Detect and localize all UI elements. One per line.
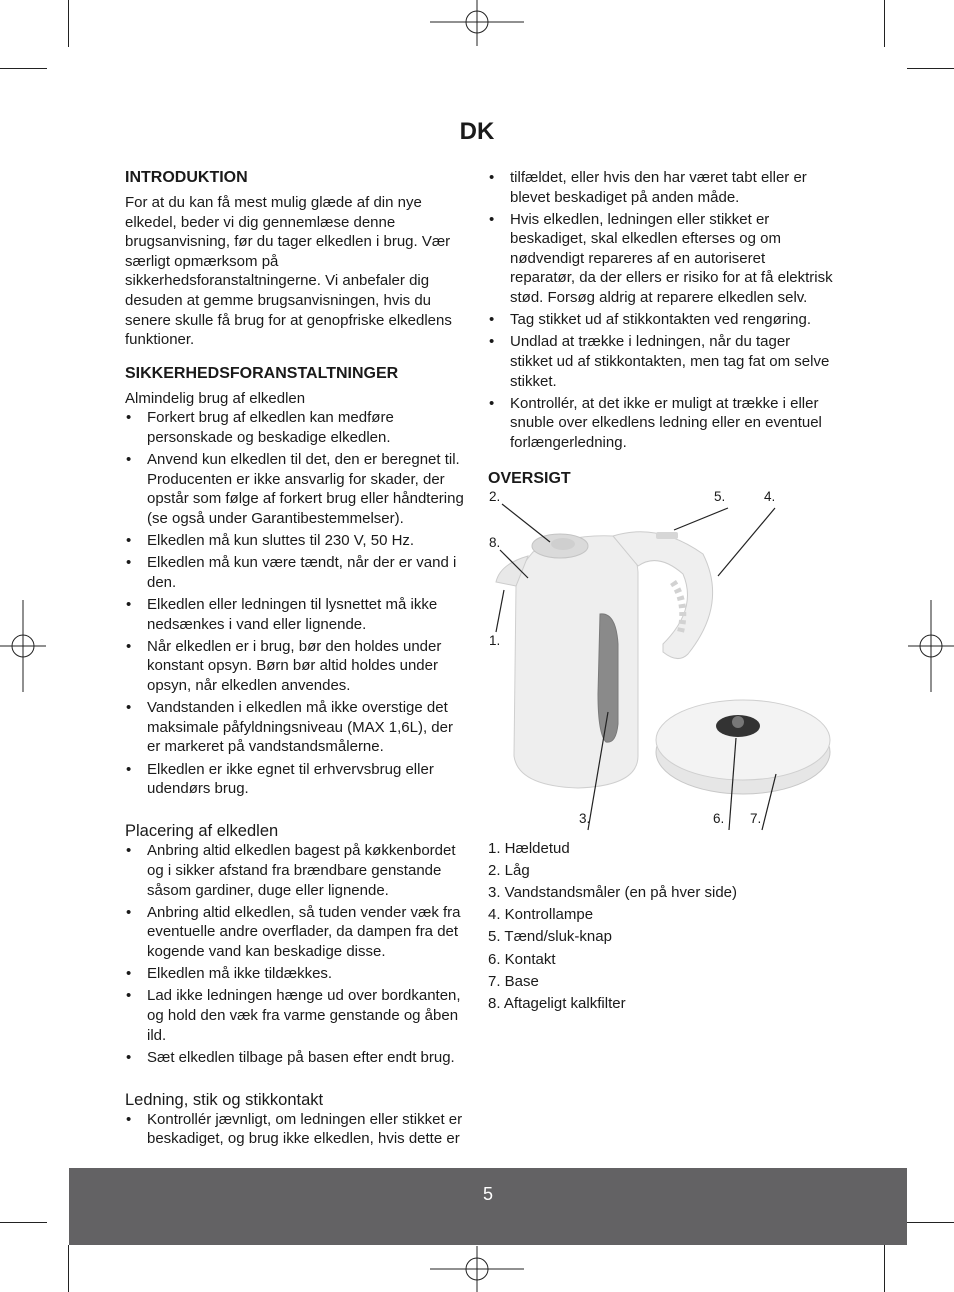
registration-mark-left <box>0 600 46 692</box>
list-item: • Elkedlen er ikke egnet til erhvervsbrug eller udendørs brug. <box>125 760 470 799</box>
list-item: • Vandstanden i elkedlen må ikke overstige det maksimale påfyldningsniveau (MAX 1,6L), der er markeret på vandstandsmålerne. <box>125 698 470 757</box>
crop-mark <box>907 1222 954 1223</box>
callout-7: 7. <box>750 811 762 827</box>
callout-3: 3. <box>579 811 591 827</box>
list-item: • Når elkedlen er i brug, bør den holdes under konstant opsyn. Børn bør altid holdes under opsyn, når elkedlen anvendes. <box>125 637 470 696</box>
overview-heading: OVERSIGT <box>488 470 571 488</box>
cord-subtitle: Ledning, stik og stikkontakt <box>125 1090 324 1109</box>
parts-item: 5. Tænd/sluk-knap <box>488 928 612 946</box>
list-item: • Elkedlen må kun være tændt, når der er vand i den. <box>125 553 470 592</box>
intro-heading: INTRODUKTION <box>125 169 248 186</box>
placement-list <box>125 841 470 1067</box>
crop-mark <box>907 68 954 69</box>
list-item-continued <box>488 168 833 207</box>
list-item: • Hvis elkedlen, ledningen eller stikket er beskadiget, skal elkedlen efterses og om nødvendigt repareres af en autoriseret reparatør, da der ellers er risiko for at få elektrisk stød. Forsøg aldrig at reparere elkedlen selv. <box>488 210 833 308</box>
list-item: • Anvend kun elkedlen til det, den er beregnet til. Producenten er ikke ansvarlig for skader, der opstår som følge af forkert brug eller håndtering (se også under Garantibestemmelser). <box>125 450 470 528</box>
crop-mark <box>68 0 69 47</box>
placement-subtitle: Placering af elkedlen <box>125 822 279 841</box>
list-item-continued-text: • tilfældet, eller hvis den har været tabt eller er blevet beskadiget på anden måde. <box>510 169 807 206</box>
right-column <box>488 168 833 1016</box>
page-number: 5 <box>482 1184 493 1204</box>
left-column <box>125 168 470 1151</box>
kettle-illustration <box>488 494 833 834</box>
parts-item: 8. Aftageligt kalkfilter <box>488 994 626 1012</box>
list-item: • Kontrollér, at det ikke er muligt at trække i eller snuble over elkedlens ledning eller en eventuel forlængerledning. <box>488 394 833 453</box>
list-item: • Elkedlen eller ledningen til lysnettet må ikke nedsænkes i vand eller lignende. <box>125 595 470 634</box>
crop-mark <box>884 0 885 47</box>
leader-line-5 <box>674 508 728 530</box>
parts-item: 4. Kontrollampe <box>488 906 594 924</box>
parts-item: 1. Hældetud <box>488 840 570 858</box>
crop-mark <box>0 68 47 69</box>
cord-list-continued <box>488 168 833 453</box>
callout-1: 1. <box>489 633 501 649</box>
leader-line-2 <box>502 504 550 542</box>
list-item: • Kontrollér jævnligt, om ledningen eller stikket er beskadiget, og brug ikke elkedlen, hvis dette er <box>125 1110 470 1149</box>
parts-item: 6. Kontakt <box>488 950 556 968</box>
list-item: • Anbring altid elkedlen bagest på køkkenbordet og i sikker afstand fra brændbare genstande såsom gardiner, duge eller lignende. <box>125 841 470 900</box>
list-item: • Lad ikke ledningen hænge ud over bordkanten, og hold den væk fra varme genstande og åben ild. <box>125 986 470 1045</box>
general-use-list <box>125 408 470 798</box>
parts-item: 7. Base <box>488 972 539 990</box>
registration-mark-top <box>430 0 524 46</box>
crop-mark <box>0 1222 47 1223</box>
safety-heading: SIKKERHEDSFORANSTALTNINGER <box>125 364 399 382</box>
list-item: • Anbring altid elkedlen, så tuden vender væk fra eventuelle andre overflader, da dampen fra det kogende vand kan beskadige disse. <box>125 903 470 962</box>
lid-button-shape <box>551 538 575 550</box>
base-contact-pin <box>732 716 744 728</box>
callout-6: 6. <box>713 811 725 827</box>
list-item: • Elkedlen må ikke tildækkes. <box>125 964 470 984</box>
parts-item: 2. Låg <box>488 862 530 880</box>
list-item: • Tag stikket ud af stikkontakten ved rengøring. <box>488 310 833 330</box>
registration-mark-bottom <box>430 1246 524 1292</box>
kettle-diagram <box>488 489 833 834</box>
water-gauge-shape <box>598 614 618 742</box>
parts-item: 3. Vandstandsmåler (en på hver side) <box>488 884 738 902</box>
page-language-title: DK <box>459 118 495 145</box>
parts-list <box>488 839 833 1013</box>
list-item: • Elkedlen må kun sluttes til 230 V, 50 Hz. <box>125 531 470 551</box>
leader-line-4 <box>718 508 775 576</box>
callout-2: 2. <box>489 489 501 505</box>
footer-bar <box>69 1168 907 1245</box>
leader-line-1 <box>496 590 504 632</box>
crop-mark <box>884 1245 885 1292</box>
power-switch-shape <box>656 532 678 539</box>
crop-mark <box>68 1245 69 1292</box>
list-item: • Undlad at trække i ledningen, når du tager stikket ud af stikkontakten, men tag fat om selve stikket. <box>488 332 833 391</box>
base-top-shape <box>656 700 830 780</box>
kettle-body-shape <box>514 536 638 788</box>
registration-mark-right <box>908 600 954 692</box>
list-item: • Forkert brug af elkedlen kan medføre personskade og beskadige elkedlen. <box>125 408 470 447</box>
callout-5: 5. <box>714 489 726 505</box>
list-item: • Sæt elkedlen tilbage på basen efter endt brug. <box>125 1048 470 1068</box>
callout-4: 4. <box>764 489 776 505</box>
cord-list-start <box>125 1110 470 1149</box>
general-use-subtitle: Almindelig brug af elkedlen <box>125 389 306 407</box>
callout-8: 8. <box>489 535 501 551</box>
intro-text: For at du kan få mest mulig glæde af din nye elkedel, beder vi dig gennemlæse denne brugsanvisning, før du tager elkedlen i brug. Vær særligt opmærksom på sikkerhedsforanstaltningerne. Vi anbefaler dig desuden at gemme brugsanvisningen, hvis du senere skulle få brug for at genopfriske elkedlens funktioner. <box>125 194 452 349</box>
